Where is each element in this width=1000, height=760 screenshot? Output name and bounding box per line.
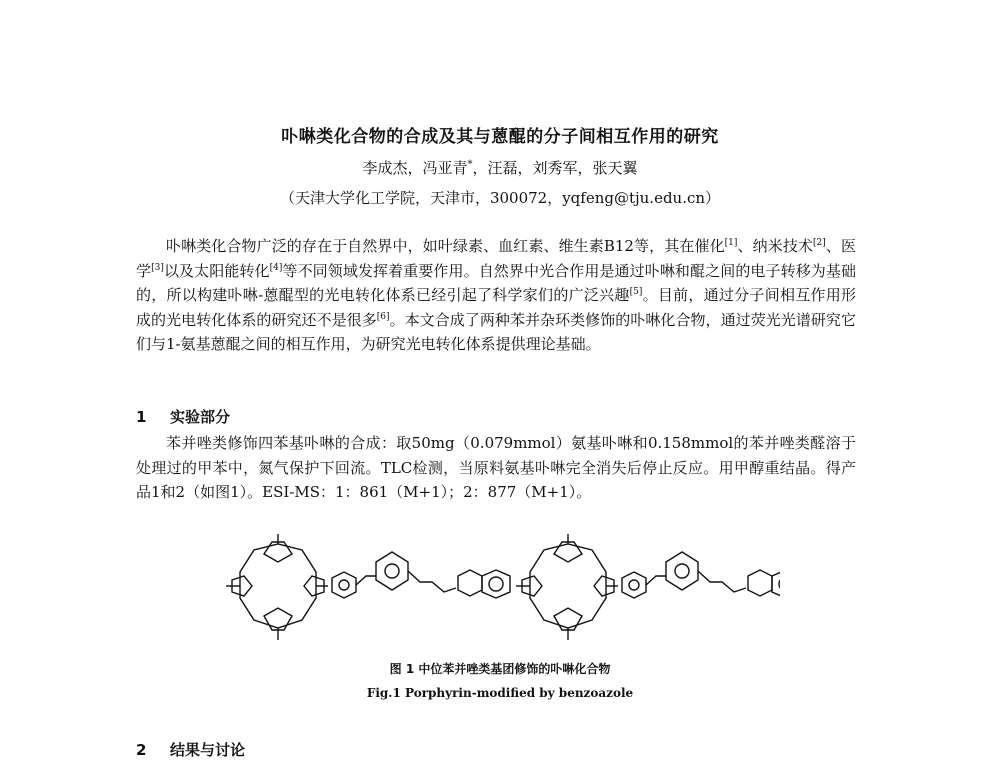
aromatic-circle [779,577,780,591]
section-heading-experimental [136,406,230,427]
authors-rest: ，汪磊，刘秀军，张天翼 [472,159,638,177]
section-heading-results [136,739,245,760]
figure-caption-en: Fig.1 Porphyrin-modified by benzoazole [366,686,634,700]
pyrrole-ring-top [554,542,582,562]
citation-ref-6: [6] [376,311,390,322]
aromatic-circle [629,580,639,590]
porphyrin-structure-2 [516,534,780,640]
pyrrole-ring-bottom [264,608,292,630]
section-title: 实验部分 [170,408,231,426]
citation-ref-5: [5] [629,287,643,298]
figure-porphyrin-structures [220,532,780,647]
phenyl-ring [666,552,698,590]
intro-text-6: 。目前，通过分子间相互作用形成的光电转化体系的研究还不是很多 [136,286,856,329]
citation-ref-3: [3] [151,262,164,273]
intro-text-7: 。本文合成了两种苯并杂环类修饰的卟啉化合物，通过荧光光谱研究它们与1-氨基蒽醌之间的相互作用，为研究光电转化体系提供理论基础。 [136,310,856,354]
affiliation: （天津大学化工学院，天津市，300072，yqfeng@tju.edu.cn） [279,189,721,207]
intro-text-5: 等不同领域发挥着重要作用。自然界中光合作用是通过卟啉和醌之间的电子转移为基础的，所以构建卟啉-蒽醌型的光电转化体系已经引起了科学家们的广泛兴趣 [136,261,856,305]
vinyl-linker [356,576,376,585]
benzoazole-ring [748,570,772,596]
porphyrin-structure-1 [226,534,510,640]
intro-paragraph [136,234,856,357]
vinyl-linker [646,576,666,585]
section-title: 结果与讨论 [170,741,246,759]
vinyl-linker [408,571,456,592]
citation-ref-4: [4] [269,262,283,273]
pyrrole-ring-bottom [554,608,582,630]
aromatic-circle [489,577,503,591]
intro-text-1: 卟啉类化合物广泛的存在于自然界中，如叶绿素、血红素、维生素B12等，其在催化 [166,237,725,255]
intro-text-4: 以及太阳能转化 [163,261,270,280]
paper-title: 卟啉类化合物的合成及其与蒽醌的分子间相互作用的研究 [281,127,719,147]
vinyl-linker [698,571,746,592]
pyrrole-ring-top [264,542,292,562]
citation-ref-2: [2] [813,238,826,248]
intro-text-3: 、医学 [136,237,856,280]
experimental-paragraph: 苯并唑类修饰四苯基卟啉的合成：取50mg（0.079mmol）氨基卟啉和0.158mmol的苯并唑类醛溶于处理过的甲苯中，氮气保护下回流。TLC检测，当原料氨基卟啉完全消失后停止反应。用甲醇重结晶。得产品1和2（如图1）。ESI-MS：1：861（M+1）；2：877（M+1）。 [136,434,856,502]
corresponding-author-mark: * [467,159,473,170]
author-list [0,157,1000,178]
phenyl-ring [332,572,356,598]
benzene-ring [482,570,510,598]
aromatic-circle [675,564,689,578]
section-number: 1 [136,408,147,426]
aromatic-circle [385,564,399,578]
benzoazole-ring [458,570,482,596]
section-number: 2 [136,741,147,759]
citation-ref-1: [1] [724,238,738,248]
authors-main: 李成杰，冯亚青 [362,159,468,177]
intro-text-2: 、纳米技术 [737,237,814,255]
aromatic-circle [339,580,349,590]
phenyl-ring [622,572,646,598]
phenyl-ring [376,552,408,590]
figure-caption-cn: 图 1 中位苯并唑类基团修饰的卟啉化合物 [389,662,611,676]
